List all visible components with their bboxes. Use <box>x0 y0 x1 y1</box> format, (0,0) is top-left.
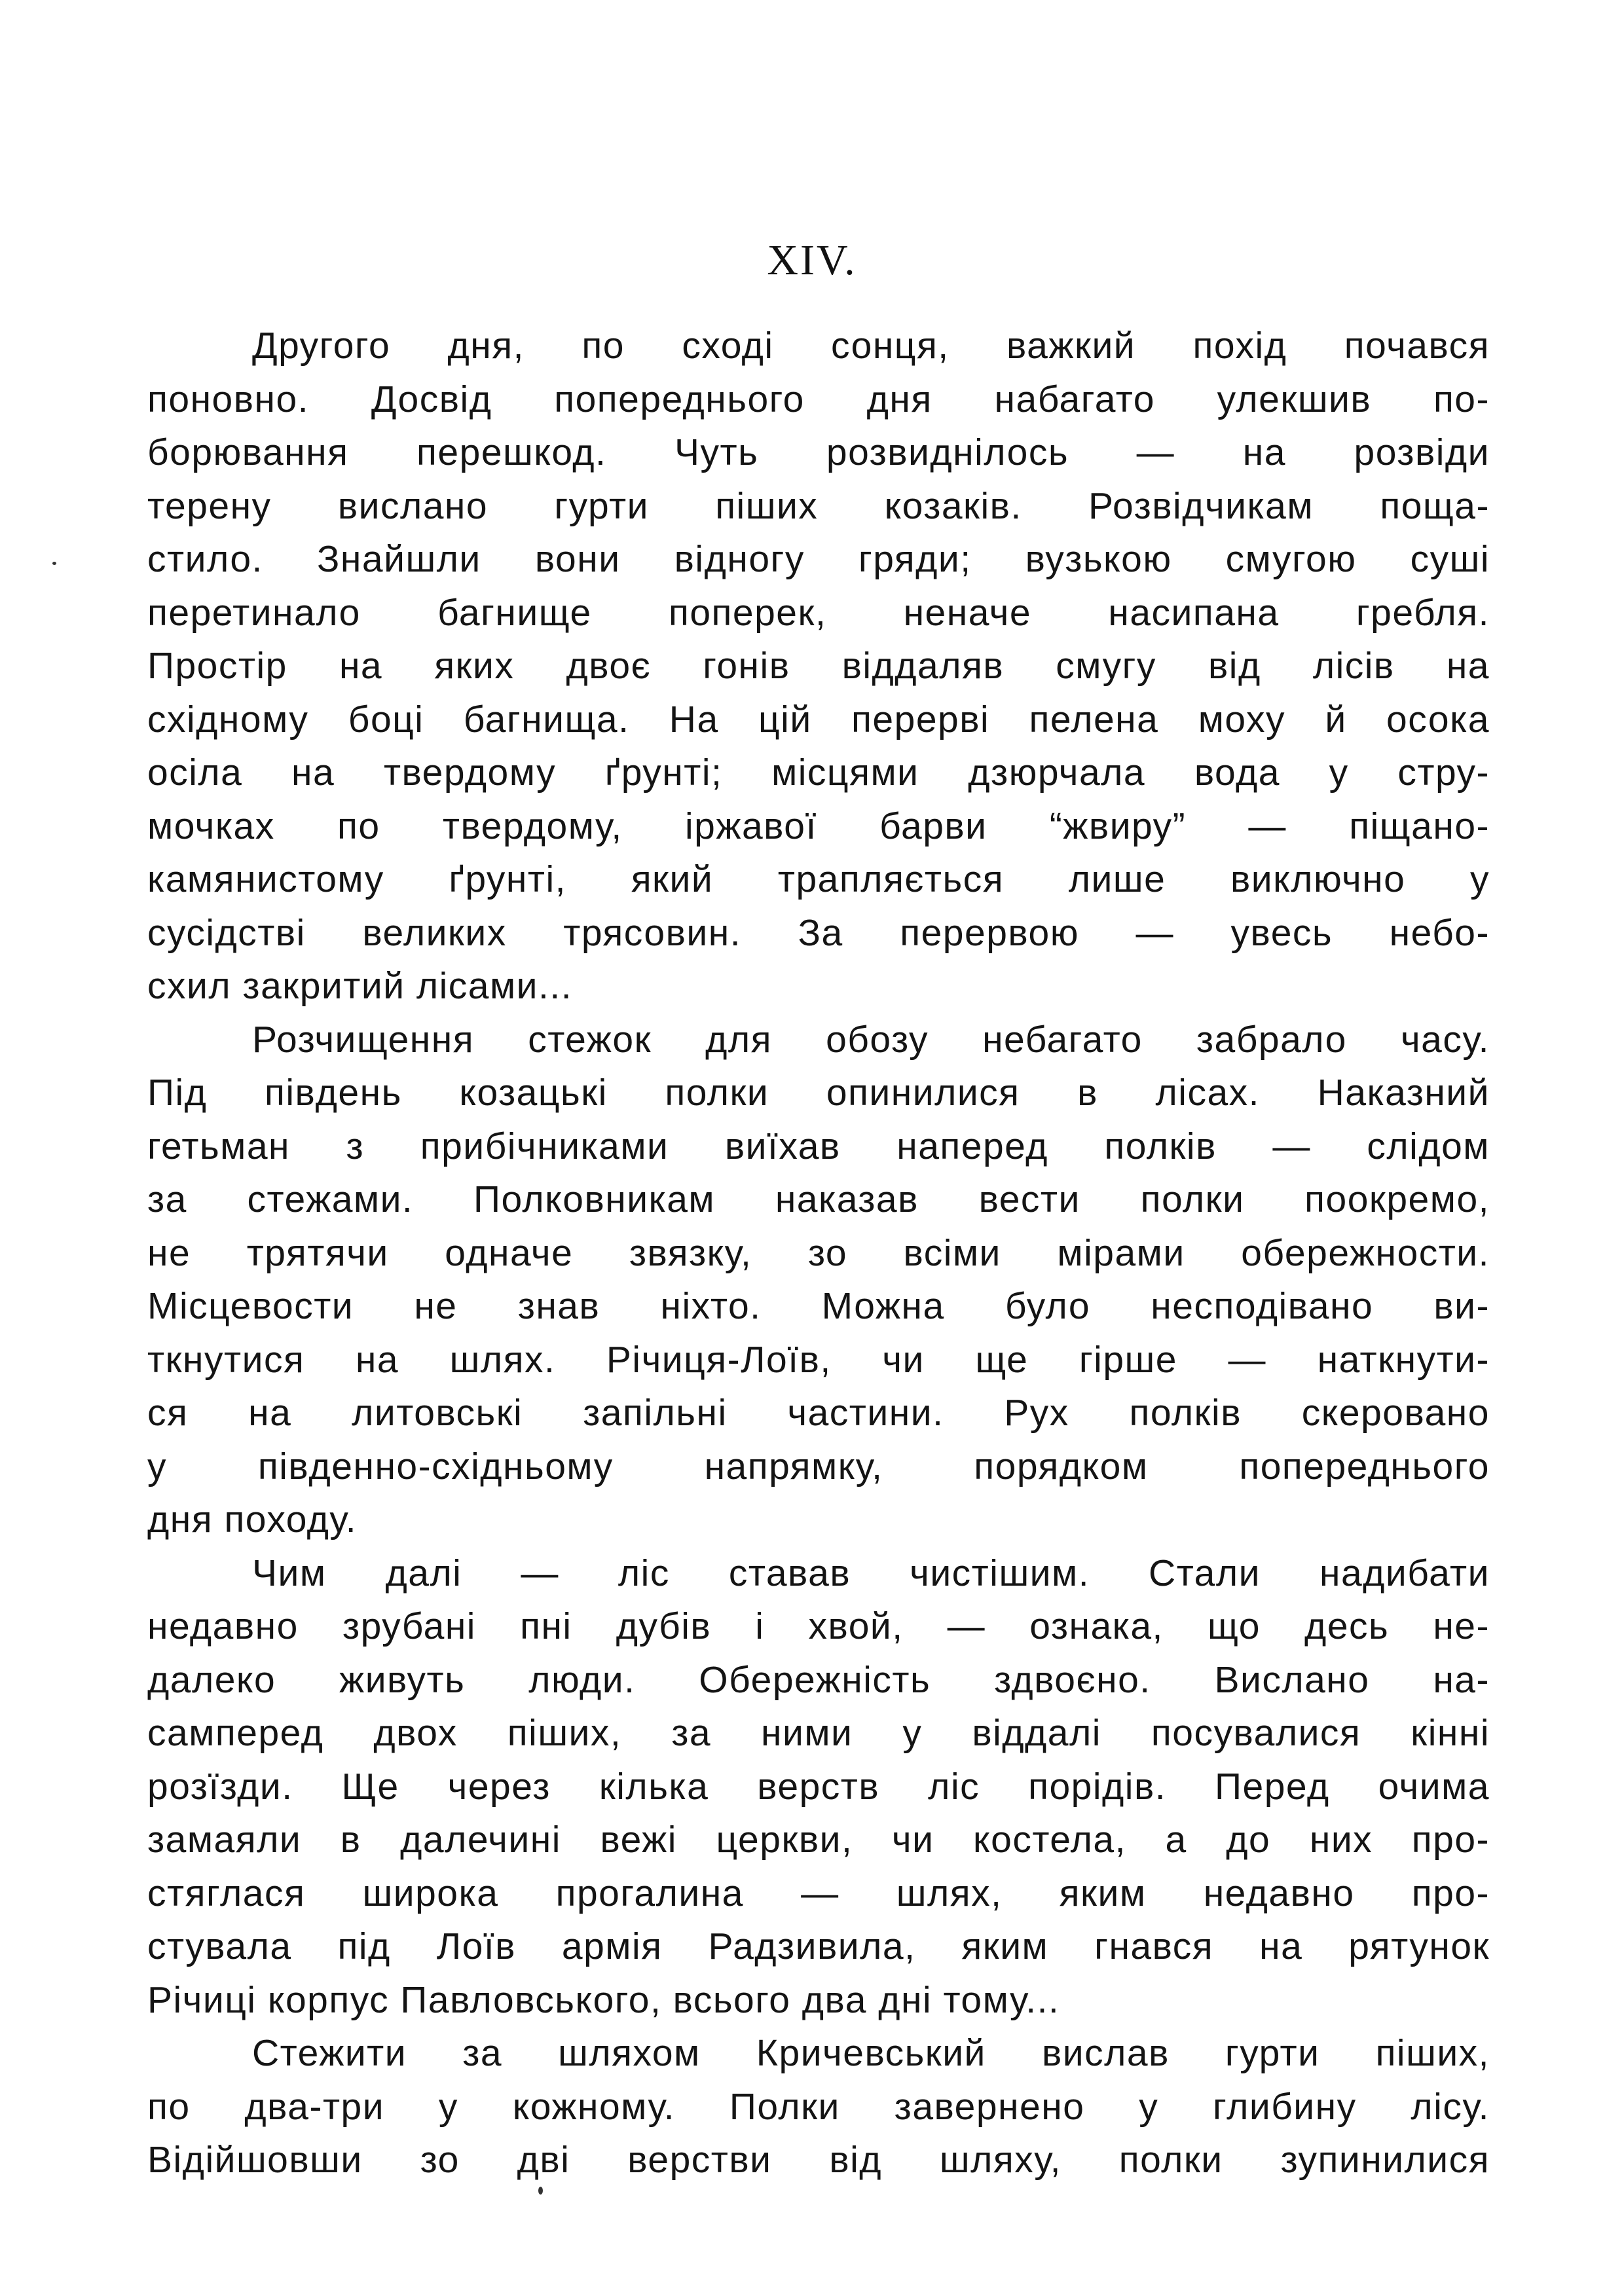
text-line: сусідстві великих трясовин. За перервою — увесь небо- <box>147 911 1490 954</box>
text-line: недавно зрубані пні дубів і хвой, — ознака, що десь не- <box>147 1605 1490 1647</box>
text-line: дня походу. <box>147 1499 358 1540</box>
text-line: Стежити за шляхом Кричевський вислав гурти піших, <box>252 2032 1490 2074</box>
text-line: камянистому ґрунті, який трапляється лише виключно у <box>147 858 1490 900</box>
text-line: Чим далі — ліс ставав чистішим. Стали надибати <box>252 1552 1490 1594</box>
text-line: Відійшовши зо дві верстви від шляху, полки зупинилися <box>147 2139 1490 2181</box>
text-line: борювання перешкод. Чуть розвиднілось — на розвіди <box>147 431 1490 473</box>
text-line: ткнутися на шлях. Річиця-Лоїв, чи ще гірше — наткнути- <box>147 1338 1490 1381</box>
chapter-title: XIV. <box>767 236 857 284</box>
text-line: не трятячи одначе звязку, зо всіми мірами обережности. <box>147 1231 1490 1274</box>
text-line: Під південь козацькі полки опинилися в лісах. Наказний <box>147 1072 1490 1114</box>
text-line: східному боці багнища. На цій перерві пелена моху й осока <box>147 698 1490 740</box>
text-line: розїзди. Ще через кілька верств ліс порідів. Перед очима <box>147 1765 1490 1808</box>
text-line: перетинало багнище поперек, неначе насипана гребля. <box>147 591 1490 634</box>
text-line: мочках по твердому, іржавої барви “жвиру” — піщано- <box>147 805 1490 847</box>
text-line: стувала під Лоїв армія Радзивила, яким гнався на рятунок <box>147 1925 1490 1967</box>
text-line: поновно. Досвід попереднього дня набагато улекшив по- <box>147 378 1490 420</box>
text-line: стило. Знайшли вони відногу гряди; вузькою смугою суші <box>147 538 1490 580</box>
body-text <box>147 319 1490 2187</box>
scan-speck <box>52 562 56 565</box>
text-line: Простір на яких двоє гонів віддаляв смугу від лісів на <box>147 645 1490 687</box>
text-line: терену вислано гурти піших козаків. Розвідчикам поща- <box>147 484 1490 527</box>
text-line: за стежами. Полковникам наказав вести полки поокремо, <box>147 1178 1490 1220</box>
text-line: ся на литовські запільні частини. Рух полків скеровано <box>147 1392 1490 1434</box>
text-line: Другого дня, по сході сонця, важкий похід почався <box>252 325 1490 367</box>
text-line: стяглася широка прогалина — шлях, яким недавно про- <box>147 1872 1490 1914</box>
text-line: Місцевости не знав ніхто. Можна було несподівано ви- <box>147 1285 1490 1327</box>
text-line: замаяли в далечині вежі церкви, чи костела, а до них про- <box>147 1819 1490 1861</box>
text-line: Розчищення стежок для обозу небагато забрало часу. <box>252 1018 1490 1061</box>
text-line: схил закритий лісами... <box>147 965 573 1007</box>
text-line: Річиці корпус Павловського, всього два дні тому... <box>147 1978 1060 2021</box>
text-line: самперед двох піших, за ними у віддалі посувалися кінні <box>147 1712 1490 1754</box>
text-line: по два-три у кожному. Полки завернено у глибину лісу. <box>147 2085 1490 2128</box>
text-line: осіла на твердому ґрунті; місцями дзюрчала вода у стру- <box>147 752 1490 793</box>
text-line: гетьман з прибічниками виїхав наперед полків — слідом <box>147 1125 1490 1167</box>
text-line: далеко живуть люди. Обережність здвоєно. Вислано на- <box>147 1658 1490 1701</box>
text-line: у південно-східньому напрямку, порядком попереднього <box>147 1445 1490 1487</box>
scan-speck <box>538 2187 543 2195</box>
